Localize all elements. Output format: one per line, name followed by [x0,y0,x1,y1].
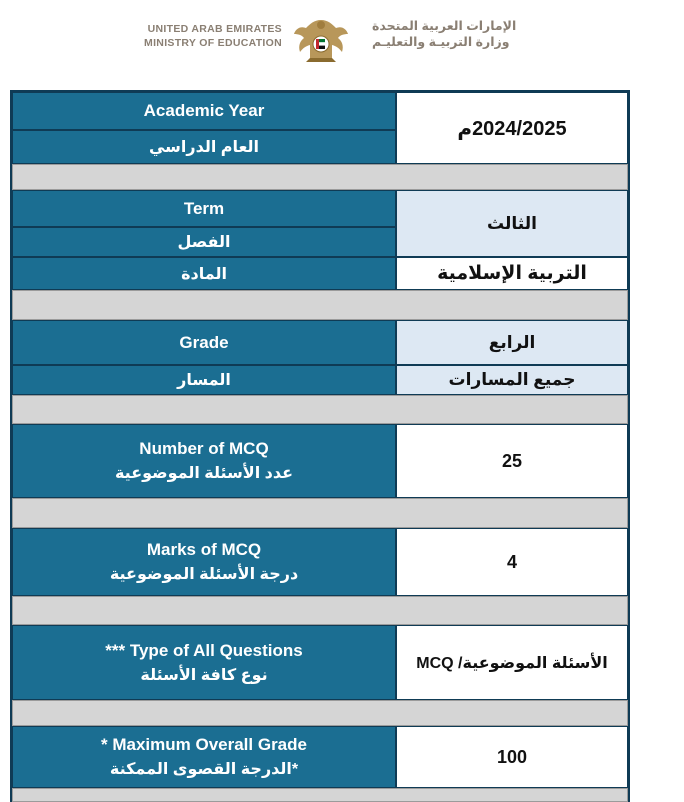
mcq-marks-label [12,528,396,596]
mcq-count-label-ar: عدد الأسئلة الموضوعية [114,465,294,482]
mcq-marks-value: 4 [396,528,628,596]
row-separator [12,290,628,320]
question-type-label-en: *** Type of All Questions [105,640,303,660]
row-separator [12,700,628,726]
mcq-count-label [12,424,396,498]
max-grade-label-en: * Maximum Overall Grade [101,735,307,754]
academic-year-value: 2024/2025م [396,92,628,164]
mcq-marks-label-ar: درجة الأسئلة الموضوعية [109,566,299,583]
mcq-count-value: 25 [396,424,628,498]
grade-label-en: Grade [12,320,396,365]
term-label-ar: الفصل [12,227,396,257]
question-type-value: الأسئلة الموضوعية/ MCQ [396,625,628,700]
row-separator [12,596,628,625]
mcq-marks-label-en: Marks of MCQ [146,540,262,559]
track-value: جميع المسارات [396,365,628,395]
track-label-ar: المسار [12,365,396,395]
row-separator [12,164,628,190]
subject-value: التربية الإسلامية [396,257,628,290]
academic-year-label-en: Academic Year [12,92,396,130]
ministry-name-arabic [372,18,562,50]
question-type-label [12,625,396,700]
ministry-name-english [96,22,282,50]
term-value: الثالث [396,190,628,257]
subject-label-ar: المادة [12,257,396,290]
header-ar-line2: وزارة التربيـة والتعليـم [372,35,510,49]
max-grade-label [12,726,396,788]
question-type-label-ar: نوع كافة الأسئلة [140,666,268,684]
uae-emblem-icon [292,14,350,64]
mcq-count-label-en: Number of MCQ [139,439,269,458]
max-grade-value: 100 [396,726,628,788]
exam-info-table [10,90,630,802]
row-separator [12,395,628,424]
grade-value: الرابع [396,320,628,365]
header-ar-line1: الإمارات العربية المتحدة [372,19,517,33]
academic-year-label-ar: العام الدراسي [12,130,396,164]
header-en-line1: UNITED ARAB EMIRATES [147,23,282,35]
row-separator [12,498,628,528]
term-label-en: Term [12,190,396,227]
header-en-line2: MINISTRY OF EDUCATION [144,37,282,49]
page-header [0,0,684,80]
max-grade-label-ar: *الدرجة القصوى الممكنة [109,761,299,778]
